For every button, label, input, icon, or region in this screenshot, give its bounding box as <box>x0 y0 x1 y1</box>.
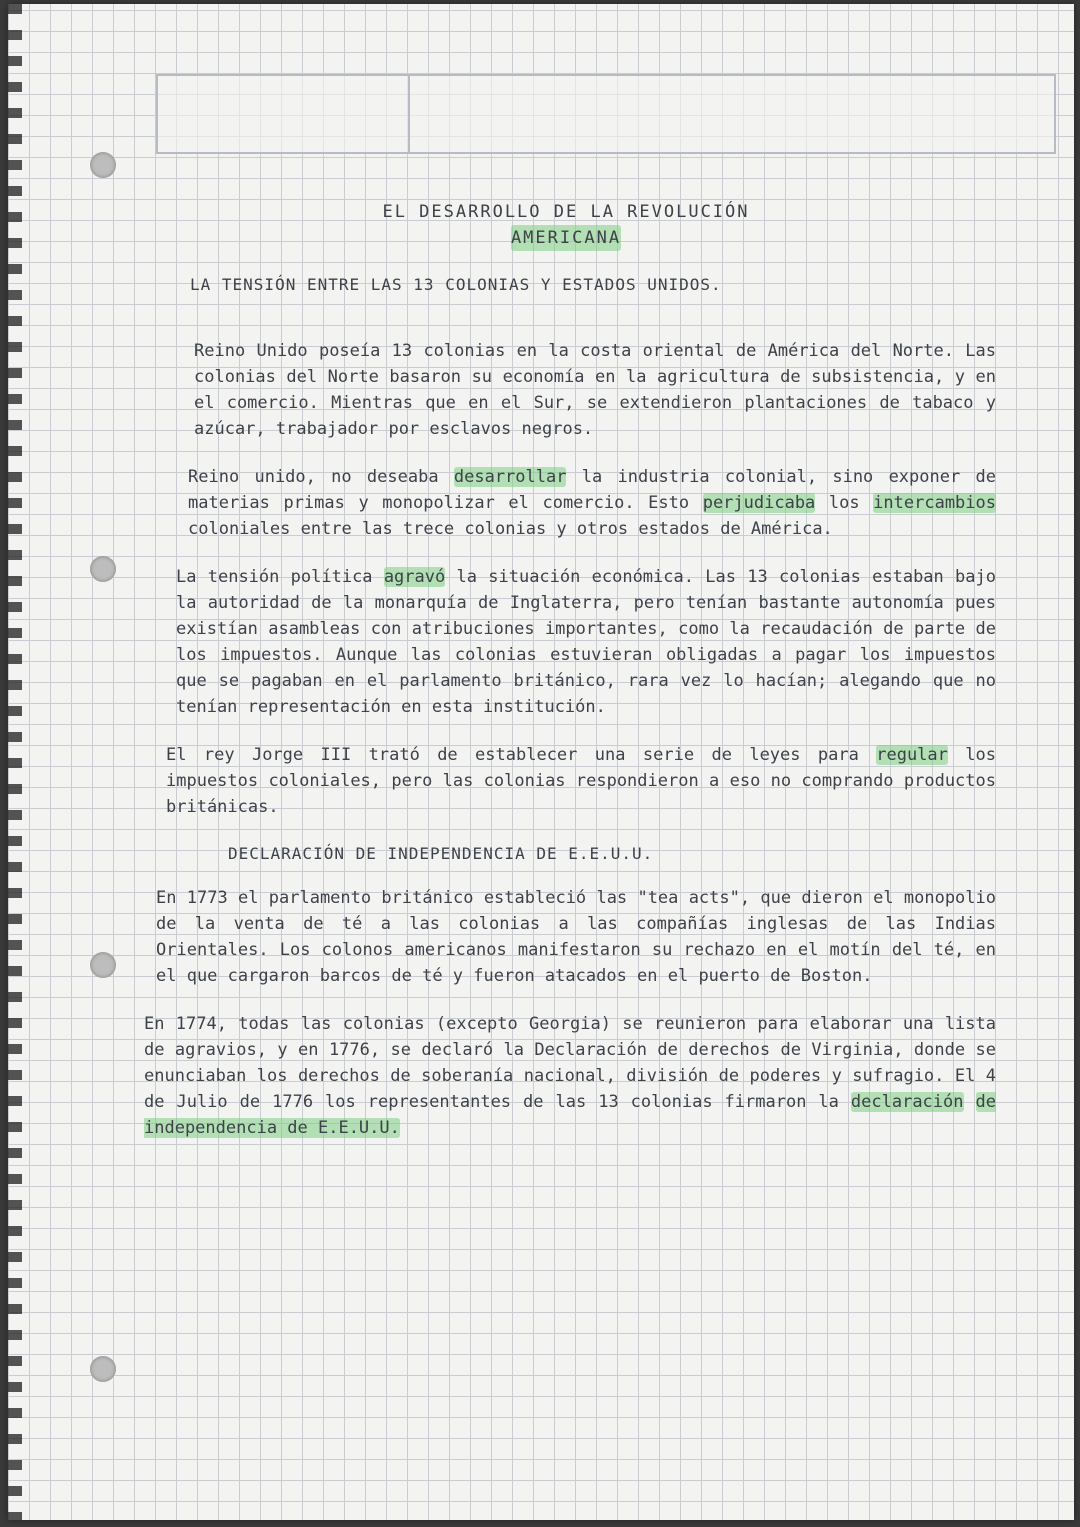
spiral-binding <box>8 4 22 1520</box>
title-line-2: AMERICANA <box>511 225 621 251</box>
highlight: desarrollar <box>453 467 567 487</box>
notes-content <box>136 199 996 1163</box>
paragraph-3 <box>176 564 996 720</box>
page-title <box>136 199 996 251</box>
header-box <box>156 74 1056 154</box>
title-line-1: EL DESARROLLO DE LA REVOLUCIÓN <box>382 202 750 222</box>
highlight: intercambios <box>873 493 996 513</box>
paragraph-4 <box>166 742 996 820</box>
p3-text: La tensión política <box>176 567 384 587</box>
p2-text: Reino unido, no deseaba <box>188 467 454 487</box>
paragraph-5: En 1773 el parlamento británico estableció las "tea acts", que dieron el monopolio de la venta de té a las colonias a las compañías inglesas de las Indias Orientales. Los colonos americanos manifestaron su rechazo en el motín del té, en el que cargaron barcos de té y fueron atacados en el puerto de Boston. <box>156 888 996 986</box>
notebook-page <box>8 4 1074 1520</box>
paragraph-2 <box>188 464 996 542</box>
p6-text: En 1774, todas las colonias (excepto Georgia) se reunieron para elaborar una lista de agravios, y en 1776, se declaró la Declaración de derechos de Virginia, donde se enunciaban los derechos de soberanía nacional, división de poderes y sufragio. El 4 de Julio de 1776 los representantes de las 13 colonias firmaron la <box>144 1014 996 1112</box>
section-title: DECLARACIÓN DE INDEPENDENCIA DE E.E.U.U. <box>228 844 654 863</box>
paragraph-1: Reino Unido poseía 13 colonias en la costa oriental de América del Norte. Las colonias del Norte basaron su economía en la agricultura de subsistencia, y en el comercio. Mientras que en el Sur, se extendieron plantaciones de tabaco y azúcar, trabajador por esclavos negros. <box>194 341 996 439</box>
highlight: declaración <box>850 1092 964 1112</box>
p3-text: la situación económica. Las 13 colonias estaban bajo la autoridad de la monarquía de Inglaterra, pero tenían bastante autonomía pues existían asambleas con atribuciones importantes, como la recaudación de parte de los impuestos. Aunque las colonias estuvieran obligadas a pagar los impuestos que se pagaban en el parlamento británico, rara vez lo hacían; alegando que no tenían representación en esta institución. <box>176 567 996 717</box>
punch-hole <box>90 1356 116 1382</box>
p6-text <box>964 1092 976 1112</box>
highlight: perjudicaba <box>702 493 816 513</box>
header-divider <box>408 76 410 152</box>
highlight: agravó <box>383 567 446 587</box>
punch-hole <box>90 952 116 978</box>
p2-text: los <box>815 493 874 513</box>
highlight: regular <box>876 745 948 765</box>
paragraph-6 <box>144 1011 996 1141</box>
punch-hole <box>90 152 116 178</box>
subtitle: LA TENSIÓN ENTRE LAS 13 COLONIAS Y ESTADOS UNIDOS. <box>190 275 722 294</box>
highlight: de independencia de E.E.U.U. <box>144 1092 996 1138</box>
p4-text: los impuestos coloniales, pero las colonias respondieron a eso no comprando productos británicas. <box>166 745 996 817</box>
p4-text: El rey Jorge III trató de establecer una serie de leyes para <box>166 745 877 765</box>
p2-text: la industria colonial, sino exponer de materias primas y monopolizar el comercio. Esto <box>188 467 996 513</box>
punch-hole <box>90 556 116 582</box>
p2-text: coloniales entre las trece colonias y otros estados de América. <box>188 519 833 539</box>
